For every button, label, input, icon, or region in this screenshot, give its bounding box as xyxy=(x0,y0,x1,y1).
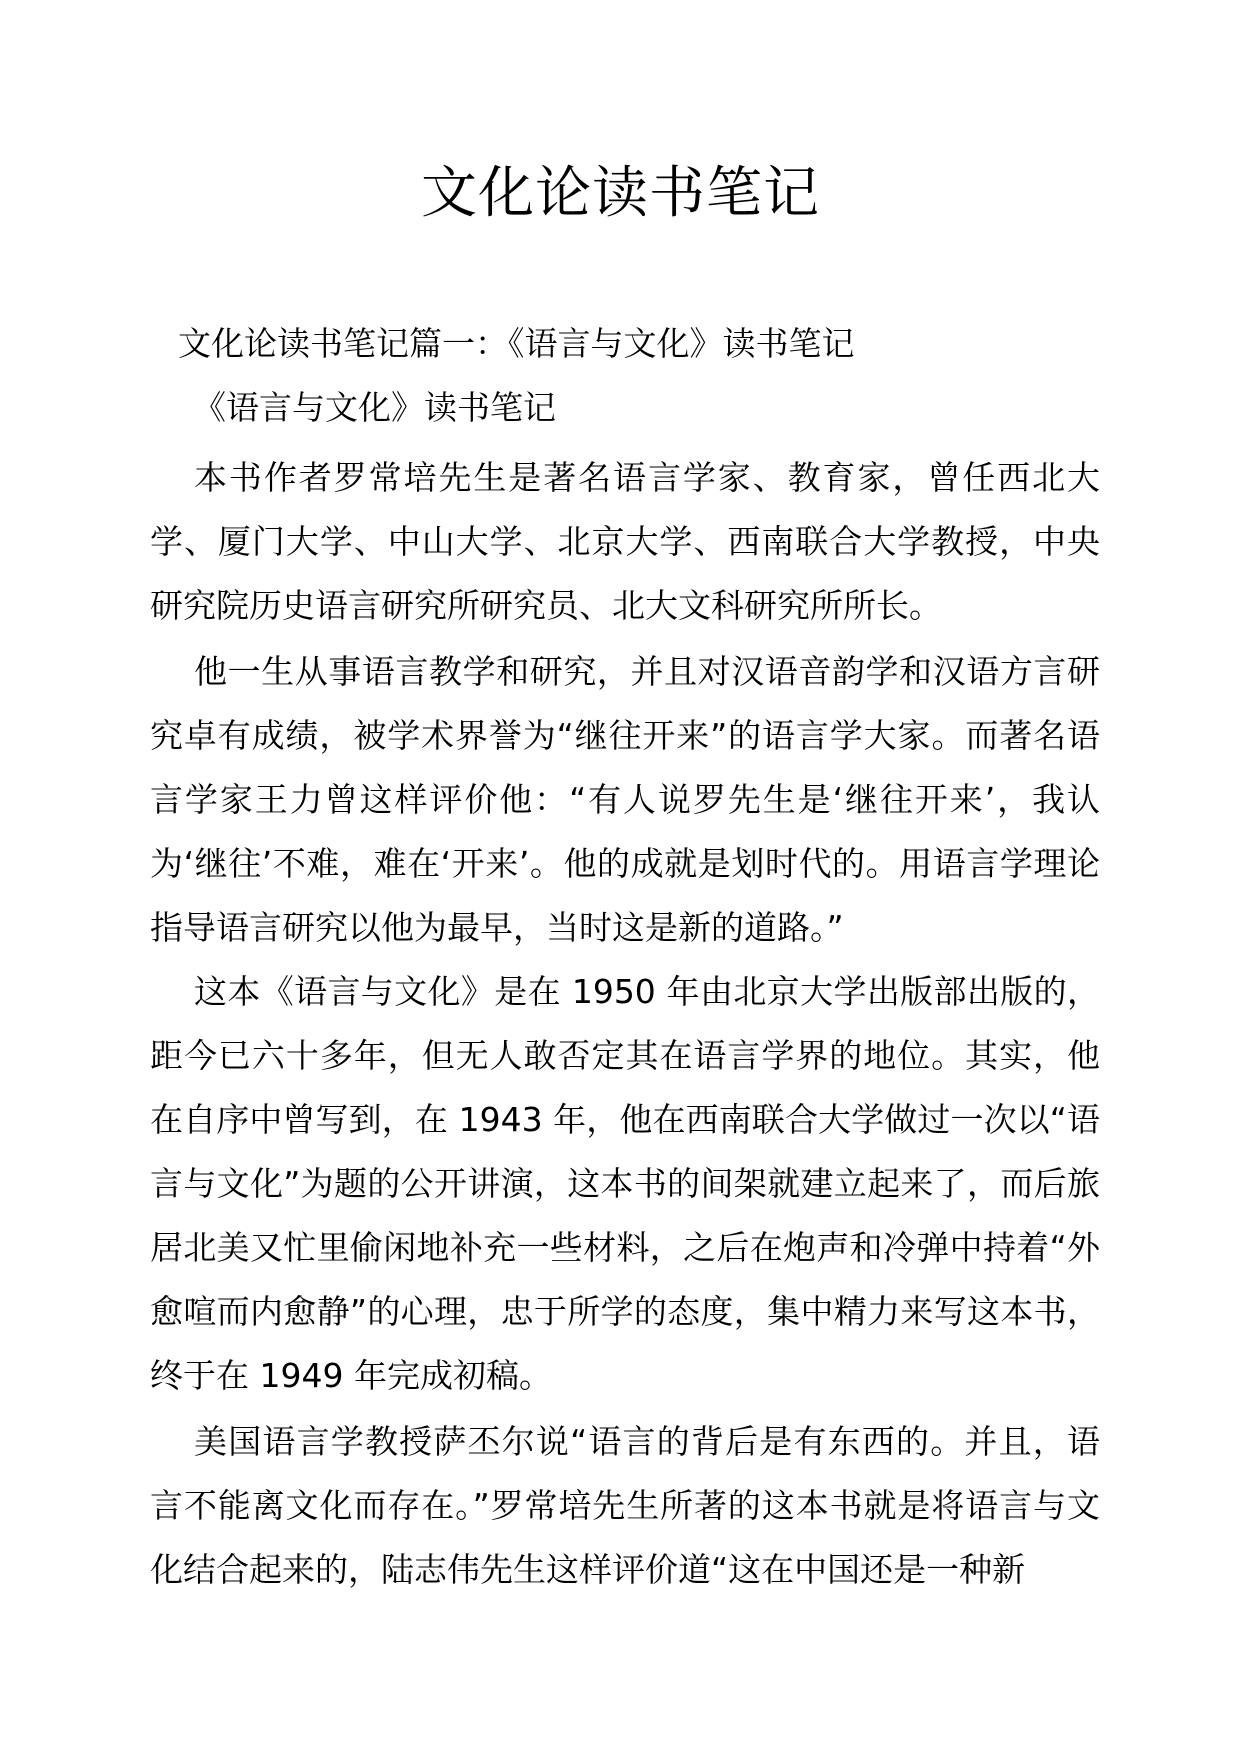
body-paragraph: 美国语言学教授萨丕尔说“语言的背后是有东西的。并且，语言不能离文化而存在。”罗常培先生所著的这本书就是将语言与文化结合起来的，陆志伟先生这样评价道“这在中国还是一种新 xyxy=(150,1422,1100,1589)
sub-heading: 《语言与文化》读书笔记 xyxy=(193,388,556,427)
section-heading: 文化论读书笔记篇一：《语言与文化》读书笔记 xyxy=(178,324,855,363)
body-paragraph-3-block xyxy=(150,960,1100,1408)
body-paragraph-1-block xyxy=(150,446,1100,638)
body-paragraph: 他一生从事语言教学和研究，并且对汉语音韵学和汉语方言研究卓有成绩，被学术界誉为“继往开来”的语言学大家。而著名语言学家王力曾这样评价他：“有人说罗先生是‘继往开来’，我认为‘继往’不难，难在‘开来’。他的成就是划时代的。用语言学理论指导语言研究以他为最早，当时这是新的道路。” xyxy=(150,652,1100,947)
body-paragraph-4-block xyxy=(150,1410,1100,1602)
body-paragraph-2-block xyxy=(150,640,1100,960)
body-paragraph: 本书作者罗常培先生是著名语言学家、教育家，曾任西北大学、厦门大学、中山大学、北京大学、西南联合大学教授，中央研究院历史语言研究所研究员、北大文科研究所所长。 xyxy=(150,458,1100,625)
body-paragraph: 这本《语言与文化》是在 1950 年由北京大学出版部出版的，距今已六十多年，但无人敢否定其在语言学界的地位。其实，他在自序中曾写到，在 1943 年，他在西南联合大学做过一次以“语言与文化”为题的公开讲演，这本书的间架就建立起来了，而后旅居北美又忙里偷闲地补充一些材料，之后在炮声和冷弹中持着“外愈喧而内愈静”的心理，忠于所学的态度，集中精力来写这本书，终于在 1949 年完成初稿。 xyxy=(150,972,1100,1395)
document-title: 文化论读书笔记 xyxy=(421,161,820,226)
